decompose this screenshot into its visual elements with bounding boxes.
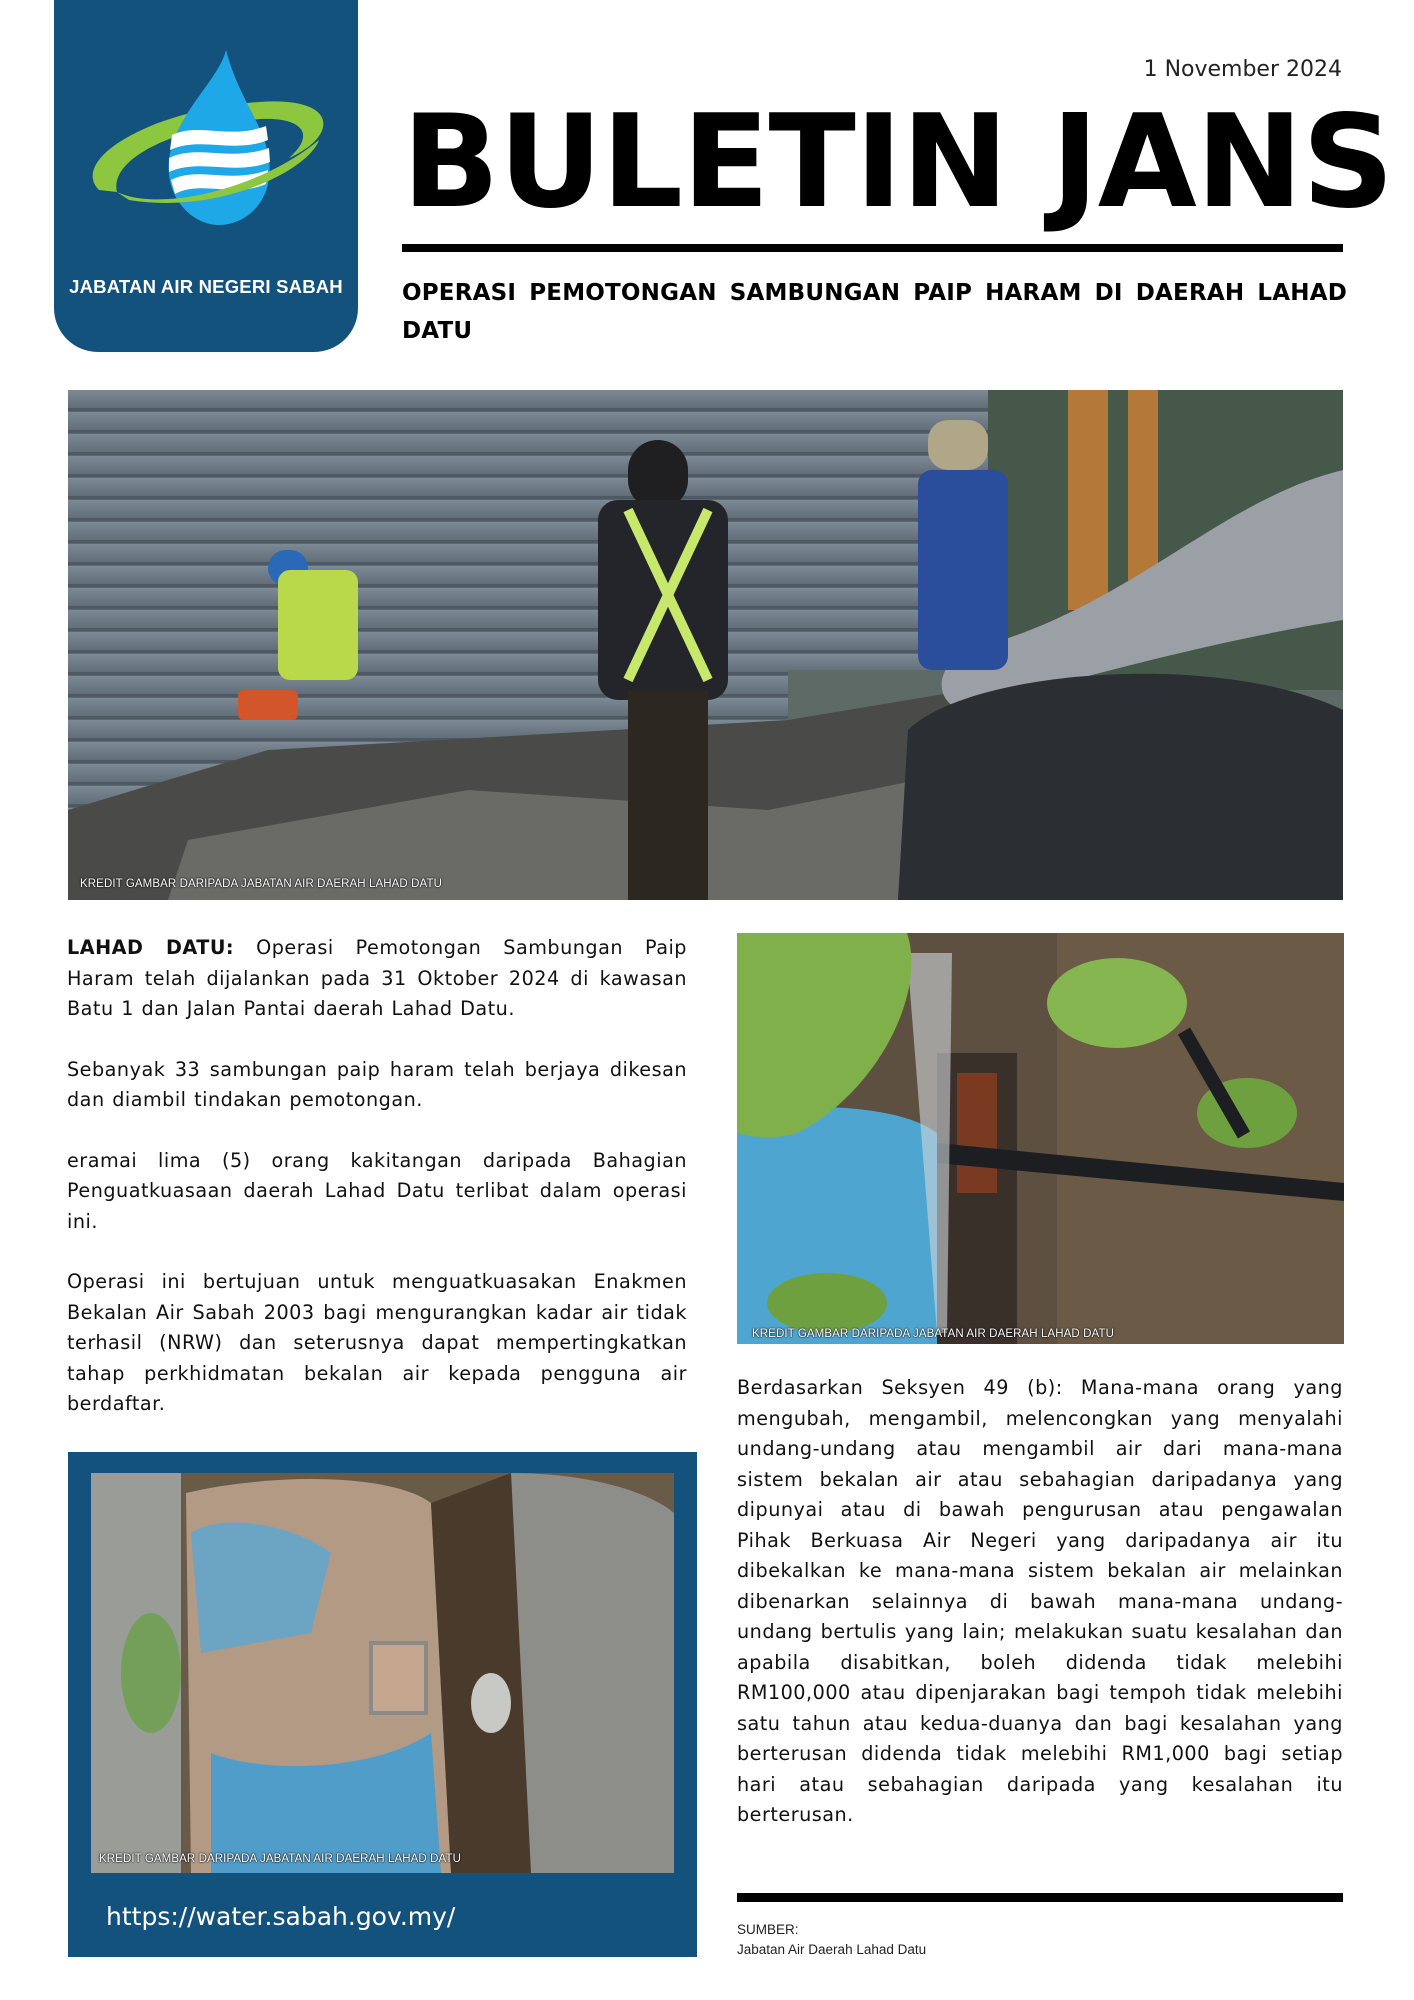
paragraph-staff: eramai lima (5) orang kakitangan daripada Bahagian Penguatkuasaan daerah Lahad Datu terlibat dalam operasi ini. [67,1148,687,1233]
photo-workers-image [68,390,1343,900]
paragraph-intro-text: Operasi Pemotongan Sambungan Paip Haram telah dijalankan pada 31 Oktober 2024 di kawasan Batu 1 dan Jalan Pantai daerah Lahad Datu. [67,936,687,1020]
article-headline: OPERASI PEMOTONGAN SAMBUNGAN PAIP HARAM DI DAERAH LAHAD DATU [402,280,1347,344]
footer-divider [737,1893,1343,1902]
photo-credit: KREDIT GAMBAR DARIPADA JABATAN AIR DAERAH LAHAD DATU [99,1853,461,1865]
photo-damaged-pipe [91,1473,674,1873]
article-body-left [67,933,687,1450]
law-section-text: Berdasarkan Seksyen 49 (b): Mana-mana orang yang mengubah, mengambil, melencongkan yang menyalahi undang-undang atau mengambil air dari mana-mana sistem bekalan air atau sebahagian daripadanya yang dipunyai atau di bawah pengurusan atau pengawalan Pihak Berkuasa Air Negeri yang daripadanya air itu dibekalkan ke mana-mana sistem bekalan air melainkan dibenarkan selainnya di bawah mana-mana undang-undang bertulis yang lain; melakukan suatu kesalahan dan apabila disabitkan, boleh didenda tidak melebihi RM100,000 atau dipenjarakan bagi tempoh tidak melebihi satu tahun atau kedua-duanya dan bagi kesalahan yang berterusan didenda tidak melebihi RM1,000 bagi setiap hari atau sebahagian daripada yang kesalahan itu berterusan. [737,1376,1343,1826]
paragraph-intro [67,933,687,1025]
source-value: Jabatan Air Daerah Lahad Datu [737,1942,927,1957]
bulletin-title: BULETIN JANS [402,88,1394,237]
issue-date: 1 November 2024 [1143,57,1342,82]
photo-credit: KREDIT GAMBAR DARIPADA JABATAN AIR DAERAH LAHAD DATU [752,1328,1114,1340]
header-divider [402,244,1343,252]
organization-name: JABATAN AIR NEGERI SABAH [69,276,343,297]
photo-credit: KREDIT GAMBAR DARIPADA JABATAN AIR DAERAH LAHAD DATU [80,878,442,890]
paragraph-count: Sebanyak 33 sambungan paip haram telah berjaya dikesan dan diambil tindakan pemotongan. [67,1057,687,1111]
photo-pipe-image [91,1473,674,1873]
photo-illegal-pipe-leak [737,933,1344,1344]
main-photo-operation-site [68,390,1343,900]
website-link[interactable]: https://water.sabah.gov.my/ [106,1902,456,1931]
photo-pipe-leak-image [737,933,1344,1344]
logo-panel [54,0,358,352]
water-drop-logo-icon [69,40,343,240]
paragraph-purpose: Operasi ini bertujuan untuk menguatkuasakan Enakmen Bekalan Air Sabah 2003 bagi mengurangkan kadar air tidak terhasil (NRW) dan seterusnya dapat mempertingkatkan tahap perkhidmatan bekalan air kepada pengguna air berdaftar. [67,1270,687,1415]
website-panel [68,1452,697,1957]
source-label: SUMBER: [737,1922,799,1937]
dateline: LAHAD DATU: [67,936,235,959]
